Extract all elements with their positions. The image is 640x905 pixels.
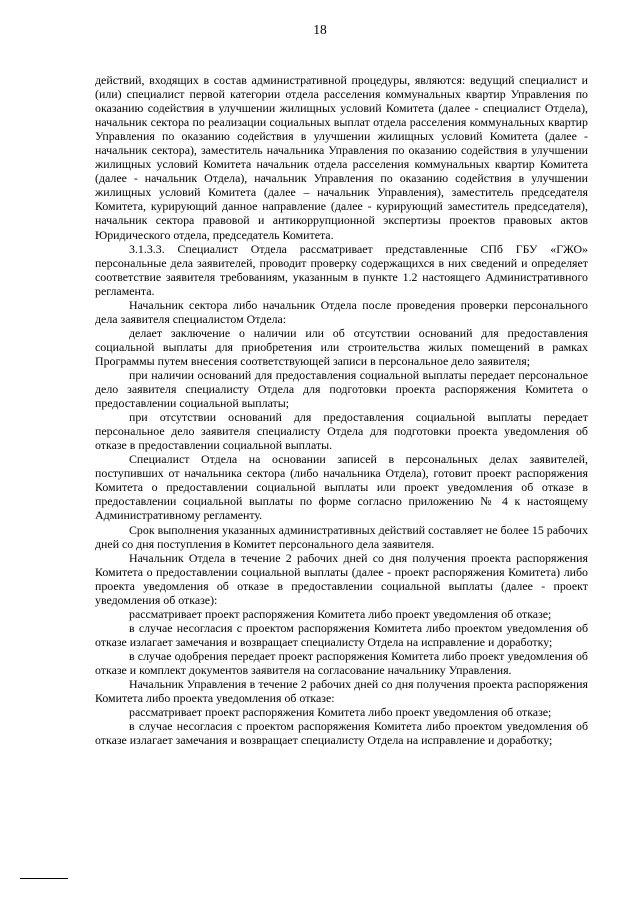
document-body: [95, 73, 588, 747]
body-paragraph: Начальник Отдела в течение 2 рабочих дней со дня получения проекта распоряжения Комитета о предоставлении социальной выплаты (далее - проект распоряжения Комитета) либо проекта уведомления об отказе в предоставлении социальной выплаты (далее - проект уведомления об отказе):: [95, 550, 588, 607]
body-paragraph: Специалист Отдела на основании записей в персональных делах заявителей, поступивших от начальника сектора (либо начальника Отдела), готовит проект распоряжения Комитета о предоставлении социальной выплаты или проект уведомления об отказе в предоставлении социальной выплаты по форме согласно приложению № 4 к настоящему Административному регламенту.: [95, 452, 588, 523]
body-paragraph: Начальник Управления в течение 2 рабочих дней со дня получения проекта распоряжения Комитета либо проекта уведомления об отказе:: [95, 677, 588, 706]
body-paragraph: 3.1.3.3. Специалист Отдела рассматривает представленные СПб ГБУ «ГЖО» персональные дела заявителей, проводит проверку содержащихся в них сведений и определяет соответствие заявителя требованиям, указанным в пункте 1.2 настоящего Административного регламента.: [95, 241, 588, 298]
body-paragraph: делает заключение о наличии или об отсутствии оснований для предоставления социальной выплаты для приобретения или строительства жилых помещений в рамках Программы путем внесения соответствующей записи в персональное дело заявителя;: [95, 325, 588, 368]
page-number: 18: [313, 22, 327, 37]
body-paragraph: при отсутствии оснований для предоставления социальной выплаты передает персональное дело заявителя специалисту Отдела для подготовки проекта уведомления об отказе в предоставлении социальной выплаты.: [95, 410, 588, 453]
body-paragraph: рассматривает проект распоряжения Комитета либо проект уведомления об отказе;: [129, 705, 552, 720]
body-paragraph: в случае несогласия с проектом распоряжения Комитета либо проектом уведомления об отказе излагает замечания и возвращает специалисту Отдела на исправление и доработку;: [95, 620, 588, 649]
body-paragraph: в случае несогласия с проектом распоряжения Комитета либо проектом уведомления об отказе излагает замечания и возвращает специалисту Отдела на исправление и доработку;: [95, 719, 588, 748]
body-paragraph: Начальник сектора либо начальник Отдела после проведения проверки персонального дела заявителя специалистом Отдела:: [95, 297, 588, 326]
body-paragraph: действий, входящих в состав административной процедуры, являются: ведущий специалист и (или) специалист первой категории отдела расселения коммунальных квартир Управления по оказанию содействия в улучшении жилищных условий Комитета (далее - специалист Отдела), начальник сектора по реализации социальных выплат отдела расселения коммунальных квартир Управления по оказанию содействия в улучшении жилищных условий Комитета (далее - начальник сектора), заместитель начальника Управления по оказанию содействия в улучшении жилищных условий Комитета начальник отдела расселения коммунальных квартир Комитета (далее - начальник Отдела), начальник Управления по оказанию содействия в улучшении жилищных условий Комитета (далее – начальник Управления), заместитель председателя Комитета, курирующий данное направление (далее - курирующий заместитель председателя), начальник сектора правовой и антикоррупционной экспертизы проектов правовых актов Юридического отдела, председатель Комитета.: [95, 73, 588, 242]
footnote-divider: [20, 878, 68, 879]
body-paragraph: в случае одобрения передает проект распоряжения Комитета либо проект уведомления об отказе и комплект документов заявителя на согласование начальнику Управления.: [95, 648, 588, 677]
body-paragraph: Срок выполнения указанных административных действий составляет не более 15 рабочих дней со дня поступления в Комитет персонального дела заявителя.: [95, 522, 588, 551]
body-paragraph: рассматривает проект распоряжения Комитета либо проект уведомления об отказе;: [129, 606, 552, 621]
body-paragraph: при наличии оснований для предоставления социальной выплаты передает персональное дело заявителя специалисту Отдела для подготовки проекта распоряжения Комитета о предоставлении социальной выплаты;: [95, 367, 588, 411]
